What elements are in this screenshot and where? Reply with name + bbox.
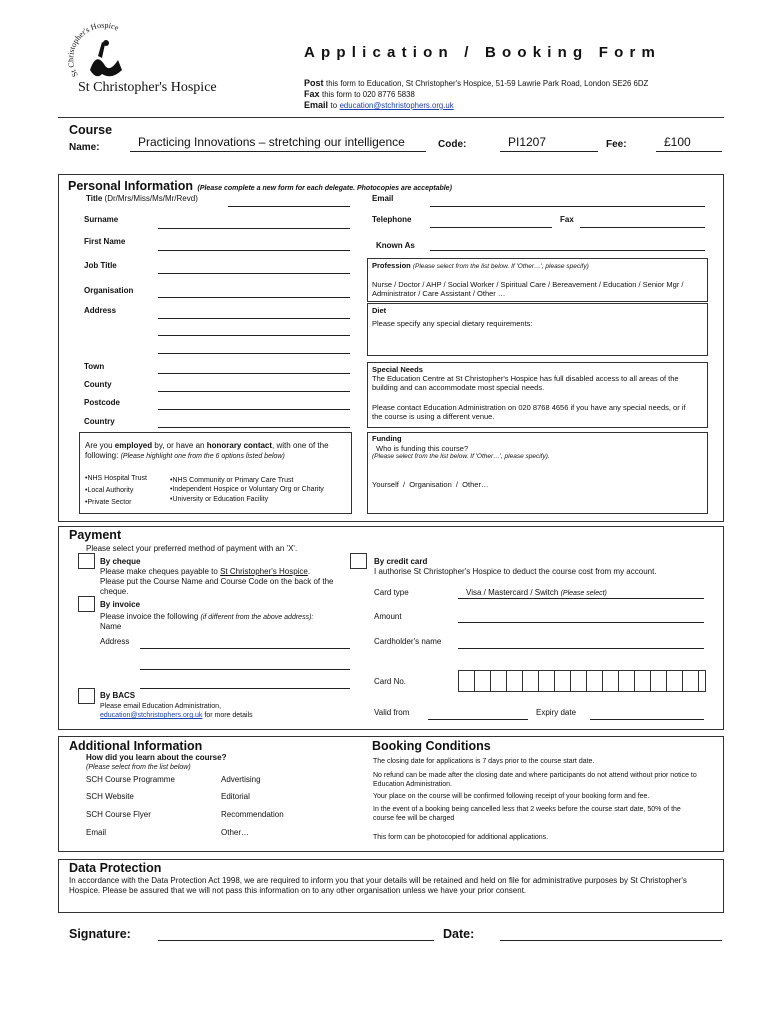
- special-needs-label: Special Needs: [372, 365, 423, 374]
- county-input[interactable]: [158, 391, 350, 392]
- fee-value[interactable]: £100: [664, 135, 691, 149]
- amount-label: Amount: [374, 612, 402, 621]
- employer-option-6[interactable]: •University or Education Facility: [170, 496, 269, 503]
- personal-note: (Please complete a new form for each delegate. Photocopies are acceptable): [197, 185, 452, 192]
- cardholder-input[interactable]: [458, 648, 704, 649]
- diet-text[interactable]: Please specify any special dietary requirements:: [372, 319, 533, 328]
- title-options: (Dr/Mrs/Miss/Ms/Mr/Revd): [104, 194, 198, 203]
- email-link[interactable]: education@stchristophers.org.uk: [339, 101, 454, 110]
- employed-mid: by, or have an: [152, 441, 207, 450]
- cheque-label: By cheque: [100, 557, 141, 566]
- employer-option-1[interactable]: •NHS Hospital Trust: [85, 475, 147, 482]
- source-option-5[interactable]: SCH Course Flyer: [86, 810, 151, 819]
- email-input[interactable]: [430, 206, 705, 207]
- source-option-7[interactable]: Email: [86, 828, 107, 837]
- source-option-8[interactable]: Other…: [221, 828, 250, 837]
- employer-option-4[interactable]: •NHS Community or Primary Care Trust: [170, 477, 294, 484]
- top-rule: [58, 117, 724, 118]
- employed-bold-2: honorary contact: [206, 441, 273, 450]
- email-to: to: [330, 101, 338, 110]
- code-line: [500, 151, 598, 152]
- town-input[interactable]: [158, 373, 350, 374]
- payment-instructions: Please select your preferred method of payment with an 'X'.: [86, 544, 298, 553]
- county-label: County: [84, 380, 112, 389]
- card-type-note: (Please select): [560, 590, 607, 597]
- address-input-1[interactable]: [158, 318, 350, 319]
- logo-arc-text: St topher's Hospice: [68, 20, 121, 79]
- booking-condition-1: The closing date for applications is 7 days prior to the course start date.: [373, 758, 595, 765]
- source-option-1[interactable]: SCH Course Programme: [86, 775, 175, 784]
- surname-label: Surname: [84, 215, 119, 224]
- fee-line: [656, 151, 722, 152]
- payment-heading: Payment: [69, 528, 122, 542]
- invoice-address-line-2[interactable]: [140, 669, 350, 670]
- course-heading: Course: [69, 123, 113, 137]
- employer-option-2[interactable]: •Local Authority: [85, 487, 134, 494]
- cardholder-label: Cardholder's name: [374, 637, 442, 646]
- date-label: Date:: [443, 927, 475, 941]
- card-number-grid[interactable]: [458, 670, 706, 692]
- bacs-label: By BACS: [100, 691, 136, 700]
- fax-input[interactable]: [580, 227, 705, 228]
- employed-post: , with one of the following:: [85, 441, 329, 460]
- fax-label: Fax: [304, 89, 320, 99]
- logo-text: St Christopher's Hospice: [78, 80, 217, 95]
- country-label: Country: [84, 417, 115, 426]
- booking-condition-5: This form can be photocopied for additional applications.: [373, 834, 549, 841]
- job-title-input[interactable]: [158, 273, 350, 274]
- post-label: Post: [304, 78, 324, 88]
- invoice-checkbox[interactable]: [78, 596, 95, 612]
- valid-from-input[interactable]: [428, 719, 528, 720]
- credit-card-checkbox[interactable]: [350, 553, 367, 569]
- title-label-row: [86, 194, 198, 204]
- cheque-checkbox[interactable]: [78, 553, 95, 569]
- funding-note: (Please select from the list below. If 'Other…', please specify).: [372, 453, 550, 460]
- bacs-more: for more details: [204, 712, 253, 719]
- additional-heading: Additional Information: [69, 739, 203, 753]
- card-type-row[interactable]: [466, 588, 607, 598]
- title-label: Title: [86, 194, 103, 203]
- expiry-input[interactable]: [590, 719, 704, 720]
- postcode-input[interactable]: [158, 409, 350, 410]
- country-input[interactable]: [158, 427, 350, 428]
- employed-note: (Please highlight one from the 6 options listed below): [120, 453, 285, 460]
- source-option-3[interactable]: SCH Website: [86, 792, 134, 801]
- known-as-label: Known As: [376, 241, 415, 250]
- course-name-label: Name:: [69, 142, 100, 153]
- fax-line: [304, 89, 415, 100]
- source-option-4[interactable]: Editorial: [221, 792, 250, 801]
- fee-label: Fee:: [606, 139, 627, 150]
- personal-heading-line: [68, 177, 452, 195]
- telephone-label: Telephone: [372, 215, 412, 224]
- signature-input[interactable]: [158, 940, 434, 941]
- address-label: Address: [84, 306, 117, 315]
- invoice-text: Please invoice the following: [100, 612, 199, 621]
- employer-option-5[interactable]: •Independent Hospice or Voluntary Org or Charity: [170, 486, 324, 493]
- profession-label: Profession: [372, 261, 411, 270]
- surname-input[interactable]: [158, 228, 350, 229]
- signature-label: Signature:: [69, 927, 131, 941]
- invoice-address-line-1[interactable]: [140, 648, 350, 649]
- bacs-text: Please email Education Administration,: [100, 703, 222, 710]
- address-input-3[interactable]: [158, 353, 350, 354]
- town-label: Town: [84, 362, 105, 371]
- personal-heading: Personal Information: [68, 179, 194, 193]
- invoice-note: (if different from the above address):: [200, 614, 314, 621]
- card-type-line: [458, 598, 704, 599]
- code-value[interactable]: PI1207: [508, 135, 547, 149]
- employer-option-3[interactable]: •Private Sector: [85, 499, 132, 506]
- course-name-line: [130, 151, 426, 152]
- source-option-6[interactable]: Recommendation: [221, 810, 284, 819]
- job-title-label: Job Title: [84, 261, 117, 270]
- course-name-value[interactable]: Practicing Innovations – stretching our intelligence: [138, 135, 405, 149]
- data-protection-heading: Data Protection: [69, 861, 162, 875]
- invoice-text-line: [100, 612, 313, 622]
- booking-condition-2: No refund can be made after the closing date and where participants do not attend without prior notice to Education Administration.: [373, 772, 697, 788]
- card-type-options: Visa / Mastercard / Switch: [466, 588, 559, 597]
- postcode-label: Postcode: [84, 398, 121, 407]
- fax-field-label: Fax: [560, 215, 574, 224]
- cheque-payee: St Christopher's Hospice: [220, 567, 308, 576]
- amount-input[interactable]: [458, 622, 704, 623]
- diet-box: [367, 303, 708, 356]
- email-line: [304, 100, 454, 111]
- funding-options[interactable]: Yourself / Organisation / Other…: [372, 480, 489, 489]
- invoice-address-label: Address: [100, 637, 130, 646]
- date-input[interactable]: [500, 940, 722, 941]
- booking-heading: Booking Conditions: [372, 739, 491, 753]
- address-input-2[interactable]: [158, 335, 350, 336]
- cheque-text-2: Please put the Course Name and Course Code on the back of the cheque.: [100, 577, 334, 596]
- booking-condition-3: Your place on the course will be confirmed following receipt of your booking form and fee.: [373, 793, 650, 800]
- profession-note: (Please select from the list below. If 'Other…', please specify): [412, 263, 589, 270]
- organisation-input[interactable]: [158, 297, 350, 298]
- email-field-label: Email: [372, 194, 394, 203]
- email-label: Email: [304, 100, 329, 110]
- first-name-input[interactable]: [158, 250, 350, 251]
- invoice-label: By invoice: [100, 600, 141, 609]
- special-needs-text-1: The Education Centre at St Christopher's Hospice has full disabled access to all areas of the building and can accommodate most special needs.: [372, 374, 679, 392]
- title-input[interactable]: [228, 206, 350, 207]
- funding-label: Funding: [372, 434, 402, 443]
- organisation-label: Organisation: [84, 286, 134, 295]
- card-type-label: Card type: [374, 588, 409, 597]
- known-as-input[interactable]: [430, 250, 705, 251]
- page-title: Application / Booking Form: [304, 44, 662, 61]
- employed-pre: Are you: [85, 441, 115, 450]
- funding-question: Who is funding this course?: [376, 444, 469, 453]
- source-option-2[interactable]: Advertising: [221, 775, 261, 784]
- profession-header: [372, 261, 589, 271]
- invoice-name-label: Name: [100, 622, 122, 631]
- post-line: [304, 78, 648, 89]
- additional-question: How did you learn about the course?: [86, 753, 227, 762]
- cheque-text-line: Please make cheques payable to St Christopher's Hospice.: [100, 567, 311, 576]
- booking-condition-4: In the event of a booking being cancelled less that 2 weeks before the course start date, 50% of the course fee will be charged: [373, 806, 681, 822]
- fax-text: this form to 020 8776 5838: [322, 90, 415, 99]
- diet-label: Diet: [372, 306, 387, 315]
- post-text: this form to Education, St Christopher's Hospice, 51-59 Lawrie Park Road, London SE26 6DZ: [326, 79, 649, 88]
- bacs-email-line: [100, 711, 253, 720]
- bacs-email-link[interactable]: education@stchristophers.org.uk: [100, 712, 203, 719]
- bacs-checkbox[interactable]: [78, 688, 95, 704]
- additional-note: (Please select from the list below): [86, 764, 191, 771]
- code-label: Code:: [438, 139, 467, 150]
- employed-question: [85, 441, 347, 461]
- profession-list[interactable]: Nurse / Doctor / AHP / Social Worker / Spiritual Care / Bereavement / Education / Senior Mgr / Administrator / Care Assistant / Other …: [372, 280, 684, 298]
- first-name-label: First Name: [84, 237, 126, 246]
- cheque-text-1: Please make cheques payable to: [100, 567, 221, 576]
- card-no-label: Card No.: [374, 677, 407, 686]
- special-needs-text-2: Please contact Education Administration on 020 8768 4656 if you have any special needs, or if the course is using a different venue.: [372, 403, 686, 421]
- credit-card-label: By credit card: [374, 557, 428, 566]
- expiry-label: Expiry date: [536, 708, 577, 717]
- data-protection-text: In accordance with the Data Protection Act 1998, we are required to inform you that your details will be retained and held on file for administrative purposes by St Christopher's Hospice. Please be assured that we will not pass this information on to any other organisation unless we have your prior consent.: [69, 876, 687, 895]
- employed-bold-1: employed: [114, 441, 153, 450]
- telephone-input[interactable]: [430, 227, 552, 228]
- valid-from-label: Valid from: [374, 708, 410, 717]
- invoice-address-line-3[interactable]: [140, 688, 350, 689]
- credit-card-text: I authorise St Christopher's Hospice to deduct the course cost from my account.: [374, 567, 657, 576]
